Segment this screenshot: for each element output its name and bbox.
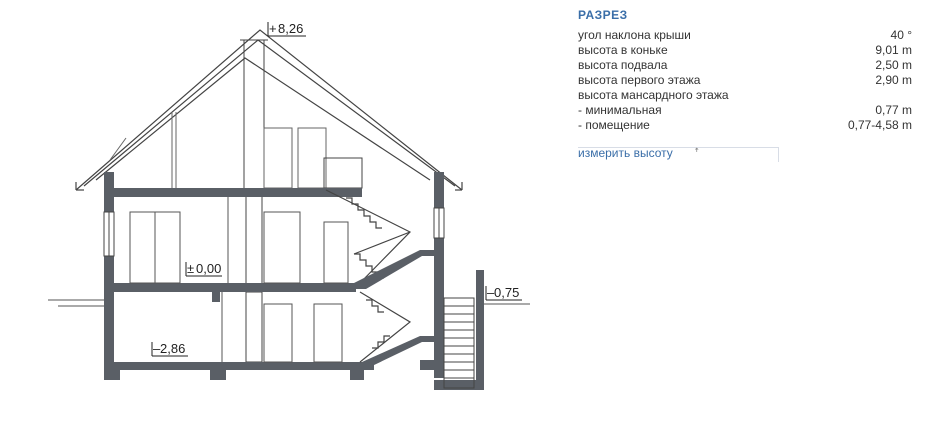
spec-row bbox=[578, 73, 912, 88]
spec-value: 2,50 m bbox=[875, 58, 912, 72]
level-ground-floor-label: 0,00 bbox=[196, 261, 222, 276]
svg-text:±: ± bbox=[187, 261, 195, 276]
spec-value: 0,77-4,58 m bbox=[847, 118, 912, 132]
spec-row bbox=[578, 103, 912, 118]
staircase-cut bbox=[354, 250, 440, 366]
spec-list bbox=[578, 28, 912, 133]
spec-label: угол наклона крыши bbox=[578, 28, 691, 42]
level-basement-label: 2,86 bbox=[160, 341, 186, 356]
level-ridge-label: 8,26 bbox=[278, 21, 304, 36]
panel-title: РАЗРЕЗ bbox=[578, 8, 628, 22]
spec-value: 40 ° bbox=[890, 28, 912, 42]
roof bbox=[76, 30, 462, 190]
spec-row bbox=[578, 58, 912, 73]
spec-row bbox=[578, 118, 912, 133]
section-info-panel bbox=[578, 8, 912, 162]
spec-row bbox=[578, 88, 912, 103]
spec-value: 9,01 m bbox=[875, 43, 912, 57]
spec-label: высота мансардного этажа bbox=[578, 88, 729, 102]
level-entrance-label: 0,75 bbox=[494, 285, 520, 300]
spec-value: 2,90 m bbox=[875, 73, 912, 87]
spec-label: высота подвала bbox=[578, 58, 668, 72]
spec-label: высота первого этажа bbox=[578, 73, 701, 87]
exterior-stair bbox=[444, 298, 474, 388]
level-marker-ground-floor bbox=[186, 261, 222, 276]
spec-label: - помещение bbox=[578, 118, 650, 132]
basement-partitions bbox=[222, 292, 342, 362]
attic-openings bbox=[110, 112, 326, 188]
level-marker-basement bbox=[152, 341, 188, 356]
svg-text:–: – bbox=[153, 341, 161, 356]
attic-balustrade bbox=[324, 158, 362, 188]
measure-height-link[interactable] bbox=[578, 147, 779, 162]
level-marker-entrance bbox=[486, 285, 522, 300]
spec-value: 0,77 m bbox=[875, 103, 912, 117]
level-marker-ridge bbox=[268, 21, 306, 36]
spec-label: высота в коньке bbox=[578, 43, 668, 57]
svg-text:–: – bbox=[487, 285, 495, 300]
spec-label: - минимальная bbox=[578, 103, 662, 117]
walls bbox=[104, 172, 484, 390]
ground-floor-partitions bbox=[130, 197, 348, 283]
svg-text:+: + bbox=[269, 21, 277, 36]
spec-row bbox=[578, 43, 912, 58]
measure-height-label[interactable]: измерить высоту bbox=[578, 146, 673, 160]
ground-lines bbox=[48, 300, 530, 306]
spec-row bbox=[578, 28, 912, 43]
cursor-icon: ꜛ bbox=[694, 149, 700, 160]
